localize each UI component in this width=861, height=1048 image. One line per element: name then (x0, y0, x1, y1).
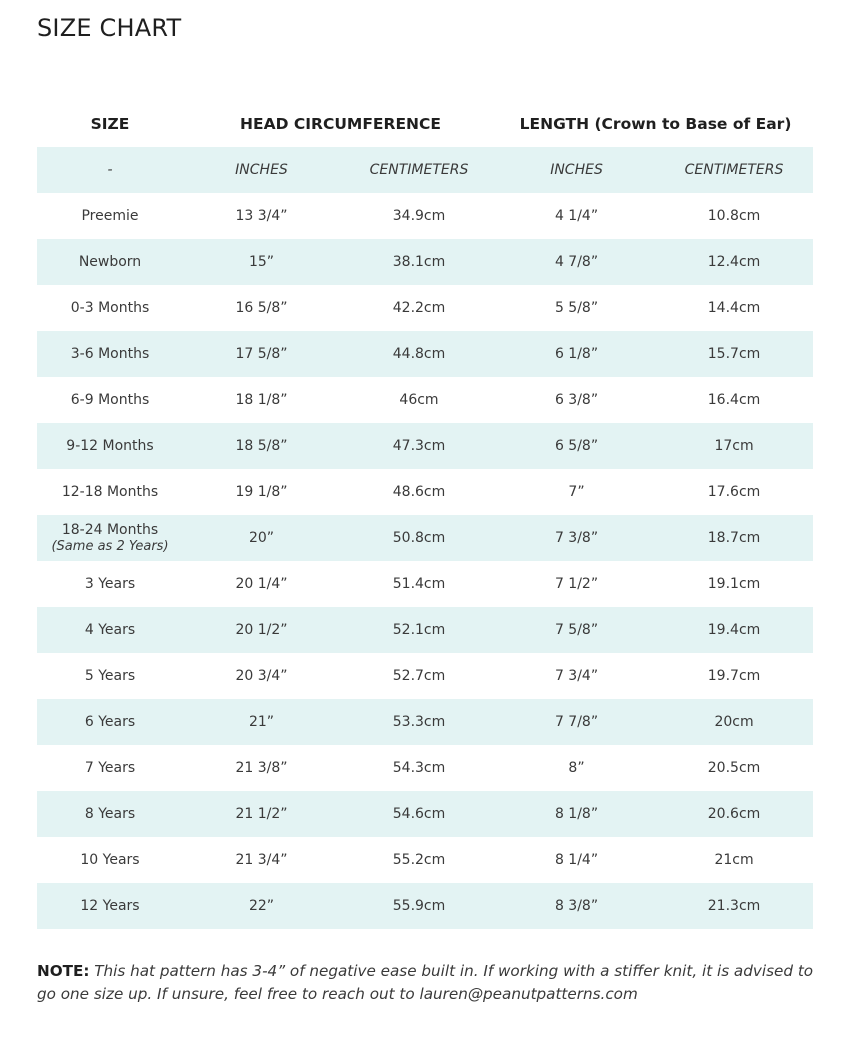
cell-size: 6-9 Months (70, 392, 150, 408)
cell-length-inches: 4 7/8” (498, 239, 655, 285)
cell-length-centimeters: 15.7cm (655, 331, 813, 377)
units-length-centimeters: CENTIMETERS (655, 147, 813, 193)
cell-size: 12 Years (37, 883, 183, 929)
cell-size: 4 Years (37, 607, 183, 653)
table-row (37, 607, 813, 653)
cell-length-centimeters: 14.4cm (707, 300, 761, 316)
cell-length-centimeters: 21cm (714, 852, 754, 868)
cell-head-inches: 19 1/8” (235, 484, 288, 500)
table-row (37, 193, 813, 239)
cell-length-inches: 6 1/8” (498, 331, 655, 377)
cell-head-inches: 20 1/2” (183, 607, 340, 653)
cell-length-inches: 7 3/8” (498, 515, 655, 561)
cell-head-centimeters: 51.4cm (392, 576, 446, 592)
cell-size: 0-3 Months (70, 300, 150, 316)
cell-length-inches: 8 1/8” (498, 791, 655, 837)
cell-length-inches: 7 5/8” (498, 607, 655, 653)
cell-size: 7 Years (84, 760, 136, 776)
note-text: This hat pattern has 3-4” of negative ease built in. If working with a stiffer knit, it is advised to go one size up. If unsure, feel free to reach out to lauren@peanutpatterns.com (37, 962, 814, 1003)
cell-head-centimeters: 48.6cm (392, 484, 446, 500)
table-row (37, 883, 813, 929)
cell-head-inches: 21” (183, 699, 340, 745)
table-row (37, 469, 813, 515)
cell-length-centimeters: 19.7cm (707, 668, 761, 684)
cell-head-inches: 21 1/2” (183, 791, 340, 837)
cell-size (37, 515, 183, 561)
cell-length-centimeters: 20cm (655, 699, 813, 745)
cell-length-centimeters: 16.4cm (707, 392, 761, 408)
cell-head-centimeters: 53.3cm (340, 699, 498, 745)
page-title: SIZE CHART (37, 14, 182, 42)
cell-length-centimeters: 18.7cm (655, 515, 813, 561)
table-row (37, 653, 813, 699)
table-row (37, 239, 813, 285)
cell-size: 5 Years (84, 668, 136, 684)
table-row (37, 791, 813, 837)
cell-length-inches: 7 7/8” (498, 699, 655, 745)
cell-size: 8 Years (37, 791, 183, 837)
cell-length-inches: 5 5/8” (554, 300, 599, 316)
header-head-circumference: HEAD CIRCUMFERENCE (240, 115, 441, 133)
cell-head-centimeters: 34.9cm (392, 208, 446, 224)
cell-head-inches: 21 3/4” (235, 852, 288, 868)
size-note: (Same as 2 Years) (51, 538, 169, 554)
cell-size: Preemie (81, 208, 139, 224)
table-header-row (37, 101, 813, 147)
cell-size: 3-6 Months (37, 331, 183, 377)
cell-length-centimeters: 17cm (655, 423, 813, 469)
size-chart-table (37, 101, 813, 929)
cell-size: Newborn (37, 239, 183, 285)
cell-head-inches: 18 5/8” (183, 423, 340, 469)
table-row (37, 837, 813, 883)
table-row (37, 745, 813, 791)
header-size: SIZE (90, 115, 130, 133)
cell-length-inches: 8” (568, 760, 585, 776)
units-head-inches: INCHES (183, 147, 340, 193)
units-row (37, 147, 813, 193)
cell-head-inches: 20 3/4” (235, 668, 288, 684)
cell-size: 12-18 Months (61, 484, 159, 500)
cell-head-inches: 16 5/8” (235, 300, 288, 316)
cell-head-centimeters: 54.3cm (392, 760, 446, 776)
cell-length-inches: 7” (568, 484, 585, 500)
cell-length-inches: 7 1/2” (554, 576, 599, 592)
cell-length-inches: 8 1/4” (554, 852, 599, 868)
cell-length-centimeters: 20.5cm (707, 760, 761, 776)
table-row (37, 285, 813, 331)
cell-head-centimeters: 38.1cm (340, 239, 498, 285)
cell-length-inches: 8 3/8” (498, 883, 655, 929)
table-row (37, 377, 813, 423)
cell-head-centimeters: 52.1cm (340, 607, 498, 653)
cell-length-inches: 4 1/4” (554, 208, 599, 224)
cell-head-centimeters: 54.6cm (340, 791, 498, 837)
cell-length-centimeters: 12.4cm (655, 239, 813, 285)
size-label: 18-24 Months (61, 521, 159, 538)
cell-head-inches: 20 1/4” (235, 576, 288, 592)
cell-length-centimeters: 20.6cm (655, 791, 813, 837)
cell-length-inches: 6 5/8” (498, 423, 655, 469)
note-paragraph (37, 960, 827, 1006)
cell-head-centimeters: 42.2cm (392, 300, 446, 316)
cell-head-inches: 22” (183, 883, 340, 929)
units-head-centimeters: CENTIMETERS (340, 147, 498, 193)
cell-length-centimeters: 10.8cm (707, 208, 761, 224)
cell-head-centimeters: 55.2cm (392, 852, 446, 868)
units-size: - (37, 147, 183, 193)
cell-size: 6 Years (37, 699, 183, 745)
cell-head-centimeters: 52.7cm (392, 668, 446, 684)
header-length: LENGTH (Crown to Base of Ear) (519, 115, 792, 133)
cell-length-centimeters: 17.6cm (707, 484, 761, 500)
units-length-inches: INCHES (498, 147, 655, 193)
table-body (37, 147, 813, 929)
cell-length-centimeters: 19.4cm (655, 607, 813, 653)
cell-head-centimeters: 47.3cm (340, 423, 498, 469)
cell-head-centimeters: 44.8cm (340, 331, 498, 377)
cell-head-centimeters: 55.9cm (340, 883, 498, 929)
table-row (37, 699, 813, 745)
table-row (37, 515, 813, 561)
cell-head-centimeters: 50.8cm (340, 515, 498, 561)
table-row (37, 561, 813, 607)
cell-head-inches: 21 3/8” (235, 760, 288, 776)
cell-head-centimeters: 46cm (399, 392, 439, 408)
cell-length-inches: 6 3/8” (554, 392, 599, 408)
table-row (37, 331, 813, 377)
note-label: NOTE: (37, 962, 90, 980)
table-row (37, 423, 813, 469)
cell-head-inches: 17 5/8” (183, 331, 340, 377)
cell-size: 3 Years (84, 576, 136, 592)
cell-head-inches: 20” (183, 515, 340, 561)
cell-size: 10 Years (80, 852, 140, 868)
cell-length-inches: 7 3/4” (554, 668, 599, 684)
cell-head-inches: 15” (183, 239, 340, 285)
cell-length-centimeters: 19.1cm (707, 576, 761, 592)
cell-head-inches: 18 1/8” (235, 392, 288, 408)
cell-head-inches: 13 3/4” (235, 208, 288, 224)
cell-size: 9-12 Months (37, 423, 183, 469)
cell-length-centimeters: 21.3cm (655, 883, 813, 929)
